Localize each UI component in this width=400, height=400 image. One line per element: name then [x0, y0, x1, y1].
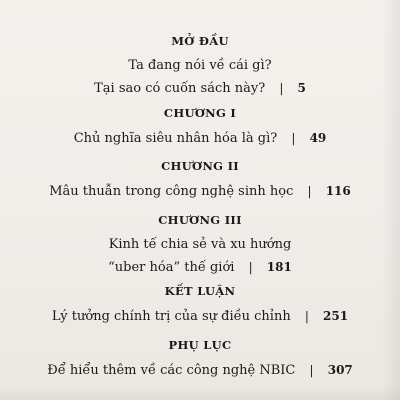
toc-heading: MỞ ĐẦU: [171, 34, 229, 48]
toc-entry-title: Mâu thuẫn trong công nghệ sinh học: [49, 184, 294, 199]
toc-separator: |: [279, 81, 284, 95]
toc-heading: CHƯƠNG II: [161, 159, 239, 173]
toc-section-mo-dau: [0, 34, 400, 100]
toc-page-number: 116: [325, 184, 351, 198]
toc-section-chuong-1: [0, 106, 400, 150]
toc-separator: |: [309, 363, 314, 377]
toc-entry-title: Lý tưởng chính trị của sự điều chỉnh: [51, 309, 291, 324]
toc-entry-title: Kinh tế chia sẻ và xu hướng: [108, 237, 292, 252]
toc-entry: [0, 55, 400, 77]
toc-page-number: 49: [309, 131, 327, 145]
toc-separator: |: [248, 260, 253, 274]
toc-section-phu-luc: [0, 338, 400, 382]
toc-entry-title: Ta đang nói về cái gì?: [128, 58, 272, 73]
toc-entry: [0, 127, 400, 150]
toc-entry: [0, 180, 400, 203]
toc-section-ket-luan: [0, 284, 400, 328]
toc-separator: |: [307, 184, 312, 198]
page-bottom-shadow: [0, 386, 400, 400]
toc-entry: [0, 77, 400, 100]
toc-entry-title: Để hiểu thêm về các công nghệ NBIC: [47, 363, 296, 378]
toc-entry: [0, 305, 400, 328]
toc-entry-title: Tại sao có cuốn sách này?: [94, 81, 266, 96]
toc-entry: [0, 234, 400, 256]
toc-entry: [0, 256, 400, 279]
toc-page-number: 181: [266, 260, 292, 274]
toc-separator: |: [304, 309, 309, 323]
toc-entry-title: Chủ nghĩa siêu nhân hóa là gì?: [73, 131, 278, 146]
toc-section-chuong-3: [0, 213, 400, 279]
toc-page-number: 307: [327, 363, 353, 377]
toc-heading: KẾT LUẬN: [164, 284, 236, 298]
toc-separator: |: [291, 131, 296, 145]
toc-page-number: 5: [297, 81, 306, 95]
toc-heading: PHỤ LỤC: [168, 338, 232, 352]
toc-entry: [0, 359, 400, 382]
toc-heading: CHƯƠNG I: [163, 106, 237, 120]
toc-section-chuong-2: [0, 159, 400, 203]
toc-page-number: 251: [323, 309, 349, 323]
toc-entry-title: “uber hóa” thế giới: [108, 260, 235, 275]
toc-heading: CHƯƠNG III: [158, 213, 242, 227]
